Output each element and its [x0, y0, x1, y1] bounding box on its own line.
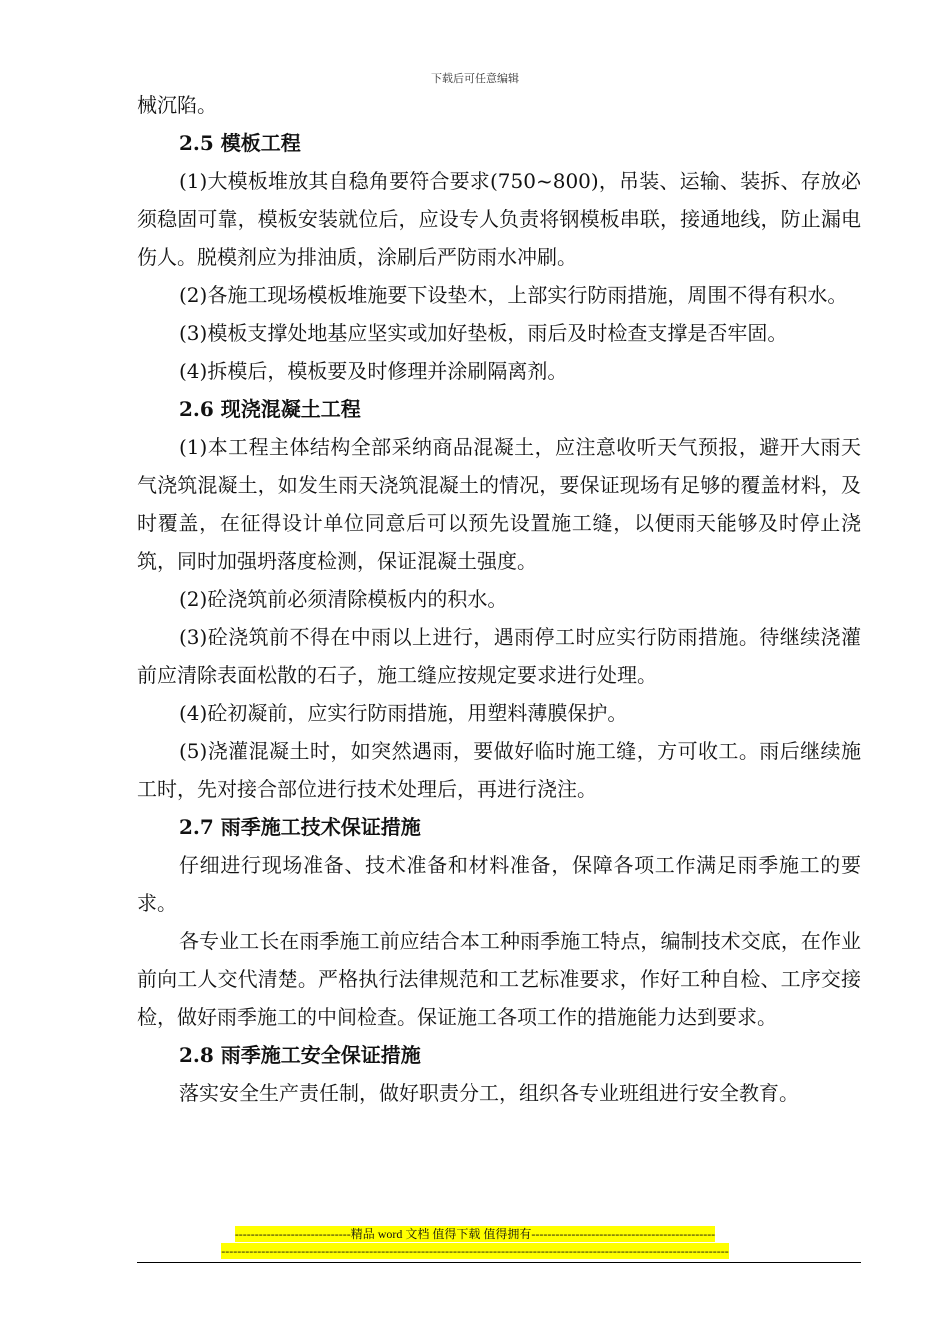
paragraph: (5)浇灌混凝土时，如突然遇雨，要做好临时施工缝，方可收工。雨后继续施工时，先对接合部位进行技术处理后，再进行浇注。 — [137, 739, 861, 801]
paragraph: (4)拆模后，模板要及时修理并涂刷隔离剂。 — [179, 359, 568, 383]
paragraph: 各专业工长在雨季施工前应结合本工种雨季施工特点，编制技术交底，在作业前向工人交代清楚。严格执行法律规范和工艺标准要求，作好工种自检、工序交接检，做好雨季施工的中间检查。保证施工各项工作的措施能力达到要求。 — [137, 929, 861, 1029]
paragraph: (2)各施工现场模板堆施要下设垫木，上部实行防雨措施，周围不得有积水。 — [179, 283, 848, 307]
paragraph: (4)砼初凝前，应实行防雨措施，用塑料薄膜保护。 — [179, 701, 628, 725]
paragraph: (1)大模板堆放其自稳角要符合要求(750~800)，吊装、运输、装拆、存放必须稳固可靠，模板安装就位后，应设专人负责将钢模板串联，接通地线，防止漏电伤人。脱模剂应为排油质，涂刷后严防雨水冲刷。 — [137, 169, 861, 269]
section-heading-2-8: 2.8 雨季施工安全保证措施 — [179, 1043, 421, 1067]
section-heading-2-7: 2.7 雨季施工技术保证措施 — [179, 815, 421, 839]
paragraph: (3)模板支撑处地基应坚实或加好垫板，雨后及时检查支撑是否牢固。 — [179, 321, 788, 345]
paragraph: (1)本工程主体结构全部采纳商品混凝土，应注意收听天气预报，避开大雨天气浇筑混凝土，如发生雨天浇筑混凝土的情况，要保证现场有足够的覆盖材料，及时覆盖，在征得设计单位同意后可以预先设置施工缝，以便雨天能够及时停止浇筑，同时加强坍落度检测，保证混凝土强度。 — [137, 435, 861, 573]
paragraph: (3)砼浇筑前不得在中雨以上进行，遇雨停工时应实行防雨措施。待继续浇灌前应清除表面松散的石子，施工缝应按规定要求进行处理。 — [137, 625, 861, 687]
page-header: 下载后可任意编辑 — [431, 72, 519, 85]
page-footer — [0, 1226, 950, 1259]
footer-dash-line: ------------------------------------------------------------------------------------------------------------------------------- — [221, 1244, 729, 1258]
section-heading-2-5: 2.5 模板工程 — [179, 131, 301, 155]
paragraph: (2)砼浇筑前必须清除模板内的积水。 — [179, 587, 508, 611]
paragraph: 械沉陷。 — [137, 93, 217, 117]
footer-rule — [137, 1262, 861, 1263]
paragraph: 落实安全生产责任制，做好职责分工，组织各专业班组进行安全教育。 — [179, 1081, 799, 1105]
section-heading-2-6: 2.6 现浇混凝土工程 — [179, 397, 361, 421]
document-body — [137, 86, 861, 1112]
footer-banner-line: -----------------------------精品 word 文档 值得下载 值得拥有---------------------------------------------- — [234, 1227, 716, 1241]
paragraph: 仔细进行现场准备、技术准备和材料准备，保障各项工作满足雨季施工的要求。 — [137, 853, 861, 915]
